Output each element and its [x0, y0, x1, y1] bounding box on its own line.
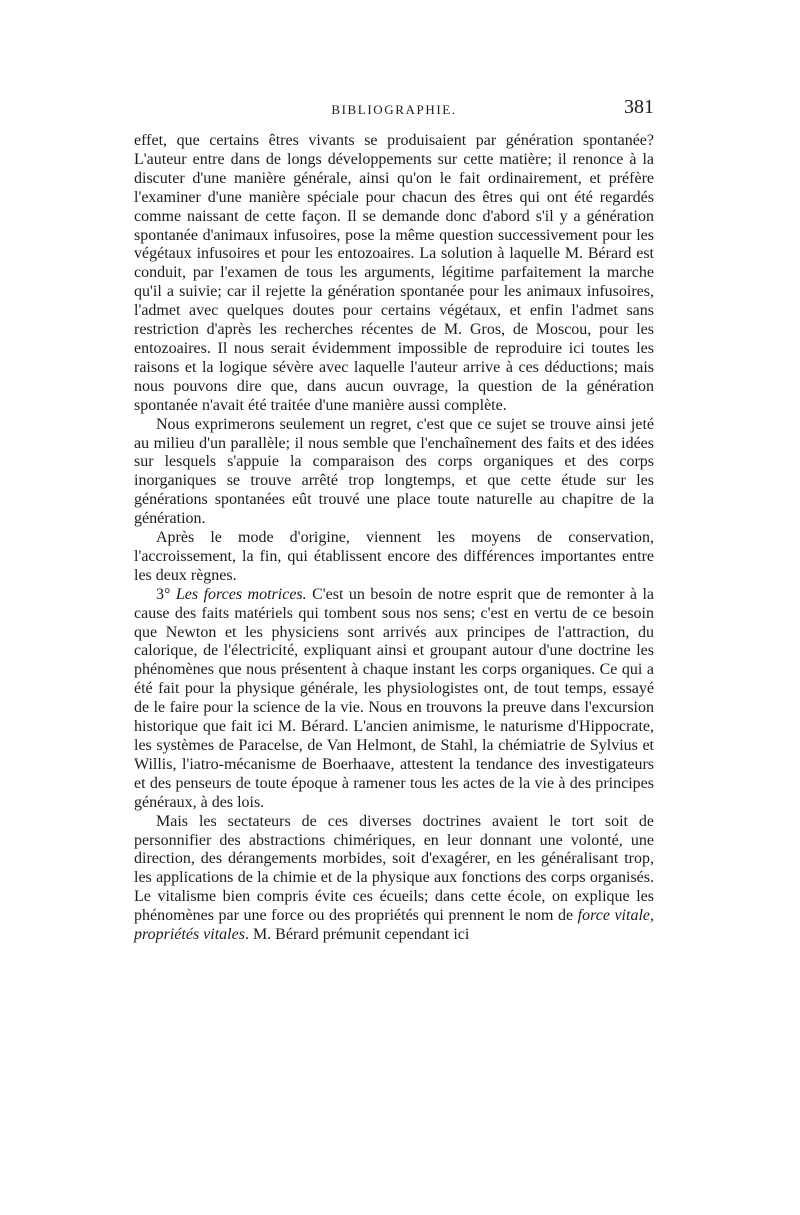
- paragraph-text: Nous exprimerons seulement un regret, c'est que ce sujet se trouve ainsi jeté au milieu d'un parallèle; il nous semble que l'enchaînement des faits et des idées sur lesquels s'appuie la comparaison des corps organiques et des corps inorganiques se trouve arrêté trop longtemps, et que cette étude sur les générations spontanées eût trouvé une place toute naturelle au chapitre de la génération.: [134, 415, 654, 528]
- paragraph-1: [134, 132, 654, 416]
- paragraph-text: C'est un besoin de notre esprit que de remonter à la cause des faits matériels qui tombent sous nos sens; c'est en vertu de ce besoin que Newton et les physiciens sont arrivés aux principes de l'attraction, du calorique, de l'électricité, expliquant ainsi et groupant autour d'une doctrine les phénomènes que nous présentent à chaque instant les corps organiques. Ce qui a été fait pour la physique générale, les physiologistes ont, de tout temps, essayé de le faire pour la science de la vie. Nous en trouvons la preuve dans l'excursion historique que fait ici M. Bérard. L'ancien animisme, le naturisme d'Hippocrate, les systèmes de Paracelse, de Van Helmont, de Stahl, la chémiatrie de Sylvius et Willis, l'iatro-mécanisme de Boerhaave, attestent la tendance des investigateurs et des penseurs de toute époque à ramener tous les actes de la vie à des principes généraux, à des lois.: [134, 585, 655, 811]
- paragraph-2: [134, 416, 654, 529]
- separator-text: ,: [650, 907, 654, 925]
- page-header: [134, 96, 654, 126]
- paragraph-text: effet, que certains êtres vivants se produisaient par génération spontanée? L'auteur entre dans de longs développements sur cette matière; il renonce à la discuter d'une manière générale, ainsi qu'on le fait ordinairement, et préfère l'examiner d'une manière spéciale pour chacun des êtres qui ont été regardés comme naissant de cette façon. Il se demande donc d'abord s'il y a génération spontanée d'animaux infusoires, pose la même question successivement pour les végétaux infusoires et pour les entozoaires. La solution à laquelle M. Bérard est conduit, par l'examen de tous les arguments, légitime parfaitement la marche qu'il a suivie; car il rejette la génération spontanée pour les animaux infusoires, l'admet avec quelques doutes pour certains végétaux, et enfin l'admet sans restriction d'après les recherches récentes de M. Gros, de Moscou, pour les entozoaires. Il nous serait évidemment impossible de reproduire ici toutes les raisons et la logique sévère avec laquelle l'auteur arrive à ces déductions; mais nous pouvons dire que, dans aucun ouvrage, la question de la génération spontanée n'avait été traitée d'une manière aussi complète.: [134, 132, 654, 414]
- book-page: [134, 96, 654, 945]
- italic-term-force-vitale: force vitale: [577, 907, 650, 925]
- section-heading: Les forces motrices.: [175, 585, 307, 603]
- page-number: 381: [624, 96, 654, 118]
- paragraph-4: [134, 586, 654, 813]
- body-text: [134, 132, 654, 945]
- paragraph-3: [134, 529, 654, 586]
- paragraph-5: [134, 813, 654, 945]
- running-title: BIBLIOGRAPHIE.: [331, 102, 457, 117]
- italic-term-proprietes-vitales: propriétés vitales: [134, 926, 245, 944]
- section-number: 3°: [156, 585, 176, 603]
- paragraph-text: Mais les sectateurs de ces diverses doctrines avaient le tort soit de personnifier des abstractions chimériques, en leur donnant une volonté, une direction, des dérangements morbides, soit d'exagérer, en les généralisant trop, les applications de la chimie et de la physique aux fonctions des corps organisés. Le vitalisme bien compris évite ces écueils; dans cette école, on explique les phénomènes par une force ou des propriétés qui prennent le nom de: [134, 812, 654, 925]
- paragraph-text-end: . M. Bérard prémunit cependant ici: [244, 926, 470, 944]
- paragraph-text: Après le mode d'origine, viennent les moyens de conservation, l'accroissement, la fin, qui établissent encore des différences importantes entre les deux règnes.: [134, 529, 654, 584]
